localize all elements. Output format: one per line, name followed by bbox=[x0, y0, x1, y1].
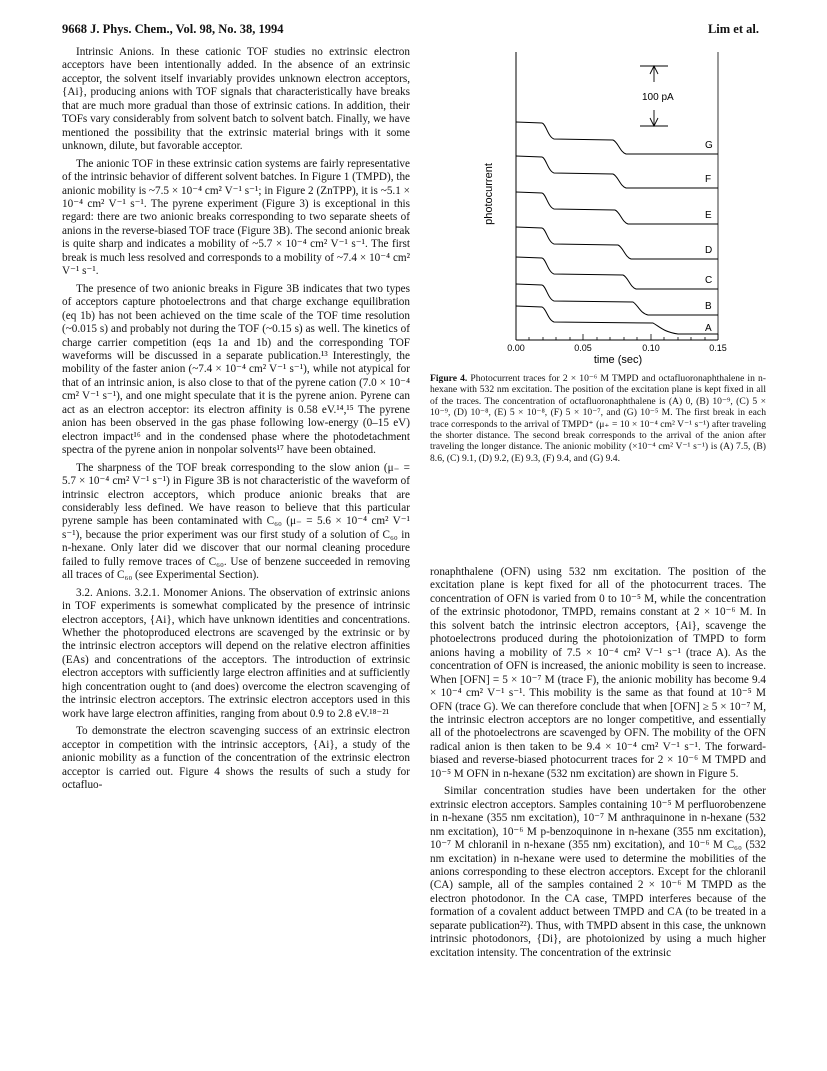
trace-label: C bbox=[705, 275, 713, 286]
paragraph: Similar concentration studies have been undertaken for the other extrinsic electron acceptors. Samples containing 10⁻⁵ M perfluorobenzene in n-hexane (355 nm excitation), 10⁻⁷ M anthraquinone in n-hexane (532 nm excitation), 10⁻⁶ M p-benzoquinone in n-hexane (355 nm excitation), 10⁻⁷ M chloranil in n-hexane (355 nm) excitation), and 10⁻⁶ M C₆₀ (532 nm excitation) in n-hexane were used to determine the mobilities of the anions corresponding to these electron acceptors. Except for the chloranil (CA) sample, all of the samples contained 2 × 10⁻⁶ M TMPD as the electron photodonor. In the CA case, TMPD interferes because of the formation of a covalent adduct between TMPD and CA (to be treated in a separate publication²²). Thus, with TMPD absent in this case, the unknown intrinsic photodonors, {Di}, are photoionized by using a much higher excitation intensity. The concentration of the extrinsic bbox=[430, 785, 766, 959]
trace-label: D bbox=[705, 245, 713, 256]
paragraph: ronaphthalene (OFN) using 532 nm excitation. The position of the excitation plane is kept fixed for all of the photocurrent traces. The concentration of OFN is varied from 0 to 10⁻⁵ M, while the concentration of the extrinsic photodonor, TMPD, remains constant at 2 × 10⁻⁶ M. In this solvent batch the intrinsic electron acceptors, {Ai}, scavenge the photoelectrons produced during the photoionization of TMPD to form anions having a mobility of 7.5 × 10⁻⁴ cm² V⁻¹ s⁻¹ (trace A). As the concentration of OFN is increased, the anionic mobility is seen to increase. When [OFN] = 5 × 10⁻⁷ M (trace F), the anionic mobility has become 9.4 × 10⁻⁴ cm² V⁻¹ s⁻¹. This mobility is the same as that found at 10⁻⁵ M OFN (trace G). We can therefore conclude that when [OFN] ≥ 5 × 10⁻⁷ M, the intrinsic electron acceptors are no longer competitive, and essentially all of the photoelectrons are scavenged by OFN. The mobility of the OFN radical anion is then taken to be 9.4 × 10⁻⁴ cm² V⁻¹ s⁻¹. The forward-biased and reverse-biased photocurrent traces for 2 × 10⁻⁶ M TMPD and 10⁻⁵ M OFN in n-hexane (532 nm excitation) are shown in Figure 5. bbox=[430, 566, 766, 780]
trace-label: B bbox=[705, 301, 712, 312]
x-tick-label: 0.15 bbox=[709, 343, 727, 353]
trace-label: E bbox=[705, 210, 712, 221]
caption-label: Figure 4. bbox=[430, 373, 468, 384]
paragraph: Intrinsic Anions. In these cationic TOF studies no extrinsic electron acceptors have been intentionally added. In the absence of an extrinsic acceptor, the solvent itself invariably provides unknown electron acceptors, {Ai}, producing anions with TOF signals that characteristically have breaks that are much more gradual than those of extrinsic cations. In addition, their TOFs vary considerably from solvent batch to solvent batch. Finally, we have mentioned the possibility that the extrinsic material brings with it some unknown, dilute, but favorable acceptor. bbox=[62, 46, 410, 153]
paragraph: The anionic TOF in these extrinsic cation systems are fairly representative of the intrinsic behavior of different solvent batches. In Figure 1 (TMPD), the anionic mobility is ~7.5 × 10⁻⁴ cm² V⁻¹ s⁻¹; in Figure 2 (ZnTPP), it is ~5.1 × 10⁻⁴ cm² V⁻¹ s⁻¹. The pyrene experiment (Figure 3) is exceptional in this regard: there are two anionic breaks corresponding to two separate sheets of anions in the reverse-biased TOF trace (Figure 3B). The second anionic break is quite sharp and indicates a mobility of ~5.7 × 10⁻⁴ cm² V⁻¹ s⁻¹. The first break is much less resolved and corresponds to a mobility of ~7.4 × 10⁻⁴ cm² V⁻¹ s⁻¹. bbox=[62, 157, 410, 278]
trace-label: A bbox=[705, 323, 712, 334]
scale-label: 100 pA bbox=[642, 92, 674, 103]
x-tick-label: 0.00 bbox=[507, 343, 525, 353]
author-running-head: Lim et al. bbox=[707, 22, 759, 36]
paragraph: The presence of two anionic breaks in Figure 3B indicates that two types of acceptors capture photoelectrons and that charge exchange equilibration (eq 1b) has not been achieved on the time scale of the TOF time resolution (~0.015 s) and probably not during the TOF (~0.15 s) as well. The kinetics of charge carrier competition (eqs 1a and 1b) and the corresponding TOF waveforms will be discussed in a separate publication.¹³ Interestingly, the mobility of the faster anion (~7.4 × 10⁻⁴ cm² V⁻¹ s⁻¹), while not atypical for that of an intrinsic anion, is also close to that of the pyrene cation (7.0 × 10⁻⁴ cm² V⁻¹ s⁻¹), and one might speculate that it is the pyrene anion. Pyrene can act as an electron acceptor: its electron affinity is 0.58 eV.¹⁴,¹⁵ The pyrene anion has been observed in the gas phase following low-energy (0–15 eV) electron impact¹⁶ and in the condensed phase where the photodetachment spectra of the pyrene anion in nonpolar solvents¹⁷ have been obtained. bbox=[62, 282, 410, 457]
figure-caption bbox=[430, 373, 766, 464]
x-tick-label: 0.05 bbox=[574, 343, 592, 353]
paragraph: The sharpness of the TOF break corresponding to the slow anion (μ₋ = 5.7 × 10⁻⁴ cm² V⁻¹ s⁻¹) in Figure 3B is not characteristic of the waveform of intrinsic electron acceptors, which produce anionic breaks that are considerably less defined. We have reason to believe that this particular pyrene sample has been contaminated with C₆₀ (μ₋ = 5.6 × 10⁻⁴ cm² V⁻¹ s⁻¹), because the prior experiment was our first study of a solution of C₆₀ in n-hexane. Only later did we discover that our normal cleaning procedure failed to fully remove traces of C₆₀. Use of benzene succeeded in removing all traces of C₆₀ (see Experimental Section). bbox=[62, 461, 410, 582]
x-tick-label: 0.10 bbox=[642, 343, 660, 353]
trace-label: G bbox=[705, 140, 713, 151]
photocurrent-plot bbox=[468, 44, 768, 374]
right-column bbox=[430, 566, 766, 960]
page-header bbox=[62, 22, 759, 38]
paragraph: To demonstrate the electron scavenging success of an extrinsic electron acceptor in competition with the intrinsic acceptors, {Ai}, a study of the anionic mobility as a function of the concentration of the extrinsic electron acceptor is carried out. Figure 4 shows the results of such a study for octafluo- bbox=[62, 725, 410, 792]
y-axis-label: photocurrent bbox=[483, 163, 495, 225]
caption-text: Photocurrent traces for 2 × 10⁻⁶ M TMPD and octafluoronaphthalene in n-hexane with 532 nm excitation. The position of the excitation plane is kept fixed in all of the traces. The concentration of octafluoronaphthalene is (A) 0, (B) 10⁻⁹, (C) 5 × 10⁻⁹, (D) 10⁻⁸, (E) 5 × 10⁻⁸, (F) 5 × 10⁻⁷, and (G) 10⁻⁵ M. The first break in each trace corresponds to the arrival of TMPD⁺ (μ₊ = 10 × 10⁻⁴ cm² V⁻¹ s⁻¹) after traveling the shorter distance. The second break corresponds to the arrival of the anion after traveling the longer distance. The anionic mobility (×10⁻⁴ cm² V⁻¹ s⁻¹) is (A) 7.5, (B) 8.6, (C) 9.1, (D) 9.2, (E) 9.3, (F) 9.4, and (G) 9.4. bbox=[430, 373, 766, 464]
figure-4 bbox=[468, 44, 768, 374]
left-column bbox=[62, 46, 410, 792]
x-axis-label: time (sec) bbox=[593, 354, 643, 366]
trace-label: F bbox=[705, 174, 712, 185]
journal-citation: 9668 J. Phys. Chem., Vol. 98, No. 38, 1994 bbox=[62, 22, 284, 36]
paragraph: 3.2. Anions. 3.2.1. Monomer Anions. The observation of extrinsic anions in TOF experiments is somewhat complicated by the presence of intrinsic electron acceptors, {Ai}, which have unknown identities and concentrations. Whether the photoproduced electrons are scavenged by the extrinsic or by the intrinsic electron acceptors will depend on the relative electron affinities (EAs) and concentrations of the acceptors. The introduction of extrinsic electron acceptors with sufficiently large electron affinities and at sufficiently high concentration ought to (and does) overcome the electron scavenging of the intrinsic electron acceptors. The extrinsic electron acceptors used in this work have large electron affinities, ranging from about 0.9 to 2.8 eV.¹⁸⁻²¹ bbox=[62, 586, 410, 720]
